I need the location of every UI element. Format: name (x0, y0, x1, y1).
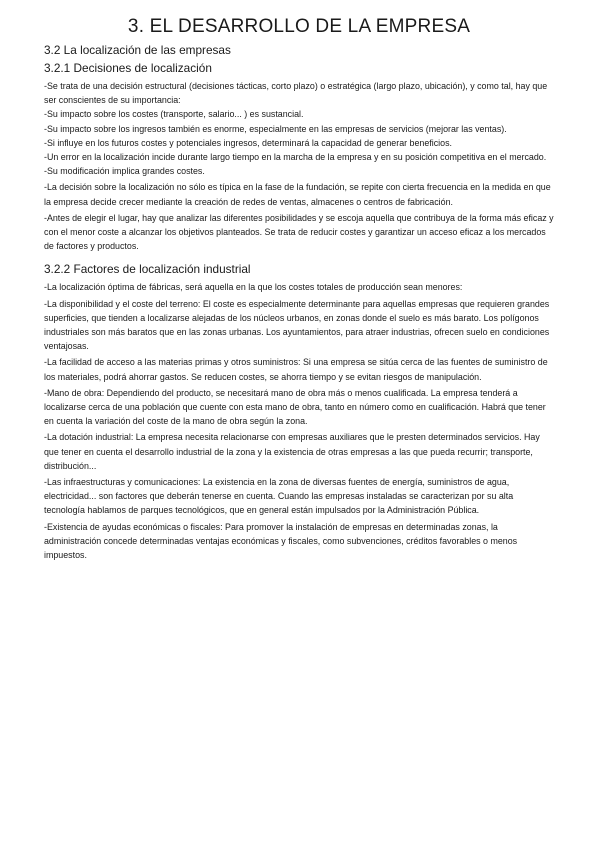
paragraph: -La facilidad de acceso a las materias primas y otros suministros: Si una empresa se sitúa cerca de las fuentes de suministro de los materiales, podrá ahorrar gastos. Se reducen costes, se ahorra tiempo y se evitan riesgos de manipulación. (44, 357, 548, 382)
paragraph: -Existencia de ayudas económicas o fiscales: Para promover la instalación de empresas en determinadas zonas, la administración concede determinadas ventajas económicas y fiscales, como subvenciones, créditos favorables o menos impuestos. (44, 521, 518, 561)
paragraph: -La decisión sobre la localización no sólo es típica en la fase de la fundación, se repite con cierta frecuencia en la medida en que la empresa decide crecer mediante la creación de redes de ventas, almacenes o centros de fabricación. (44, 182, 551, 207)
paragraph: -Si influye en los futuros costes y potenciales ingresos, determinará la capacidad de generar beneficios. (44, 137, 452, 148)
subsection-heading-decisiones: 3.2.1 Decisiones de localización (44, 61, 212, 75)
subsection-heading-factores: 3.2.2 Factores de localización industrial (44, 262, 251, 277)
paragraph: -La localización óptima de fábricas, será aquella en la que los costes totales de producción sean menores: (44, 282, 463, 293)
paragraph: -La dotación industrial: La empresa necesita relacionarse con empresas auxiliares que le presten determinados servicios. Hay que tener en cuenta el desarrollo industrial de la zona y la existencia de otras empresas a las que pueda recurrir; transporte, distribución... (44, 432, 540, 471)
section-heading: 3.2 La localización de las empresas (44, 43, 231, 57)
paragraph: -Su modificación implica grandes costes. (44, 166, 205, 177)
paragraph: -Su impacto sobre los costes (transporte, salario... ) es sustancial. (44, 109, 304, 120)
paragraph: -La disponibilidad y el coste del terreno: El coste es especialmente determinante para aquellas empresas que requieren grandes superficies, que tienden a localizarse alejadas de los núcleos urbanos, en zonas donde el suelo es más barato. Los polígonos industriales son más baratos que en las zonas urbanas. Los ayuntamientos, para atraer industrias, ofrecen suelo en condiciones ventajosas. (44, 298, 550, 352)
paragraph: -Un error en la localización incide durante largo tiempo en la marcha de la empresa y en su posición competitiva en el mercado. (44, 152, 547, 163)
subsection-factores (44, 261, 554, 562)
paragraph: -Las infraestructuras y comunicaciones: La existencia en la zona de diversas fuentes de energía, suministros de agua, electricidad... son factores que deberán tenerse en cuenta. Cuando las empresas instaladas se caracterizan por su alta tecnología hablamos de parques tecnológicos, que en general están impulsados por la Administración Pública. (44, 477, 514, 516)
paragraph: -Mano de obra: Dependiendo del producto, se necesitará mano de obra más o menos cualificada. La empresa tenderá a localizarse cerca de una población que cuente con esta mano de obra, tanto en número como en cualificación. Habrá que tener en cuenta la variación del coste de la mano de obra según la zona. (44, 387, 546, 427)
subsection-decisiones (44, 60, 554, 253)
paragraph: -Su impacto sobre los ingresos también es enorme, especialmente en las empresas de servicios (mejorar las ventas). (44, 123, 507, 134)
page-title: 3. EL DESARROLLO DE LA EMPRESA (127, 16, 471, 37)
paragraph: -Se trata de una decisión estructural (decisiones tácticas, corto plazo) o estratégica (largo plazo, ubicación), y como tal, hay que ser conscientes de su importancia: (44, 81, 548, 106)
section-localizacion (44, 42, 554, 562)
paragraph: -Antes de elegir el lugar, hay que analizar las diferentes posibilidades y se escoja aquella que contribuya de la forma más eficaz y con el menor coste a alcanzar los objetivos planteados. Se trata de reducir costes y garantizar un acceso eficaz a los mercados de factores y productos. (44, 212, 554, 252)
